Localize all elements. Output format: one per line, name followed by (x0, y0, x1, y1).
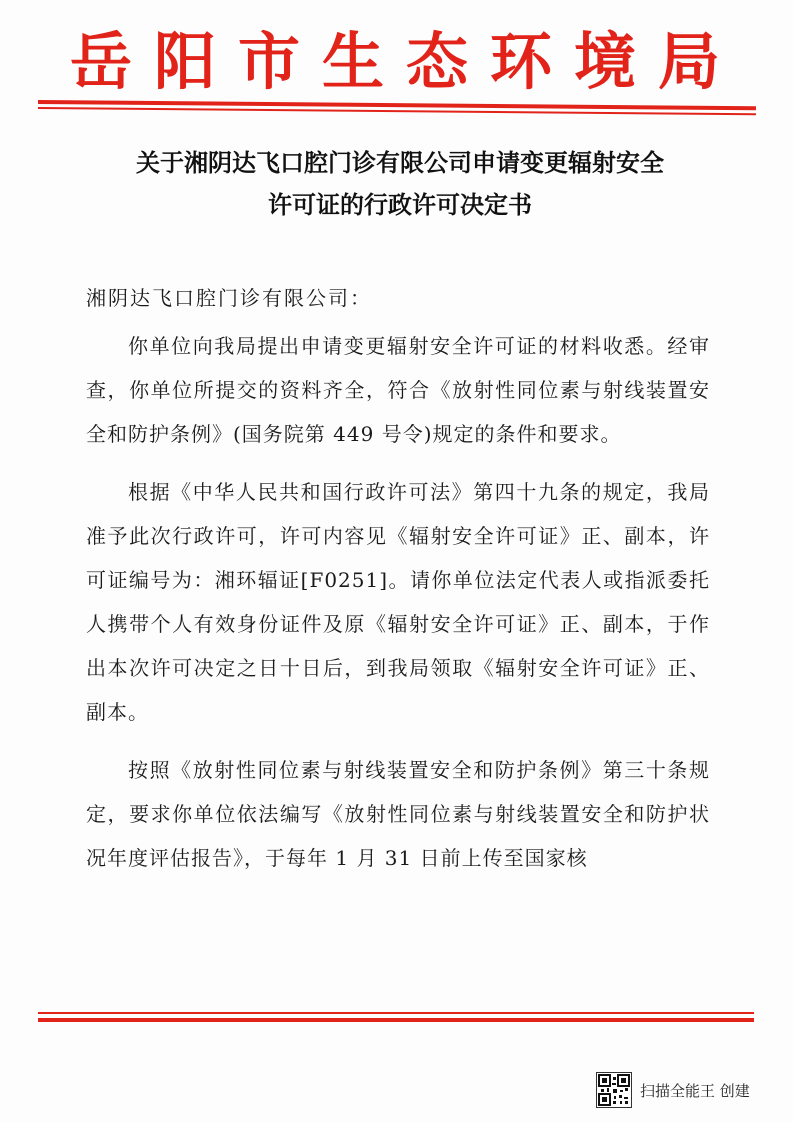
paragraph-1: 你单位向我局提出申请变更辐射安全许可证的材料收悉。经审查，你单位所提交的资料齐全，符合《放射性同位素与射线装置安全和防护条例》(国务院第 449 号令)规定的条件和要求。 (86, 334, 710, 446)
document-title (60, 142, 740, 226)
footer-thin-line (38, 1012, 754, 1014)
letterhead-title: 岳阳市生态环境局 (70, 25, 743, 98)
paragraph-3: 按照《放射性同位素与射线装置安全和防护条例》第三十条规定，要求你单位依法编写《放射性同位素与射线装置安全和防护状况年度评估报告》，于每年 1 月 31 日前上传至国家核 (86, 758, 710, 870)
paragraph-2: 根据《中华人民共和国行政许可法》第四十九条的规定，我局准予此次行政许可，许可内容见《辐射安全许可证》正、副本，许可证编号为：湘环辐证[F0251]。请你单位法定代表人或指派委托人携带个人有效身份证件及原《辐射安全许可证》正、副本，于作出本次许可决定之日十日后，到我局领取《辐射安全许可证》正、副本。 (86, 480, 710, 724)
scanner-watermark (596, 1070, 750, 1110)
watermark-text: 扫描全能王 创建 (640, 1081, 750, 1100)
document-body (86, 276, 710, 894)
addressee: 湘阴达飞口腔门诊有限公司： (86, 286, 372, 310)
footer-thick-line (38, 1018, 754, 1022)
document-title-line-2: 许可证的行政许可决定书 (268, 191, 532, 219)
qr-code-icon (596, 1072, 632, 1108)
document-title-line-1: 关于湘阴达飞口腔门诊有限公司申请变更辐射安全 (136, 149, 664, 177)
